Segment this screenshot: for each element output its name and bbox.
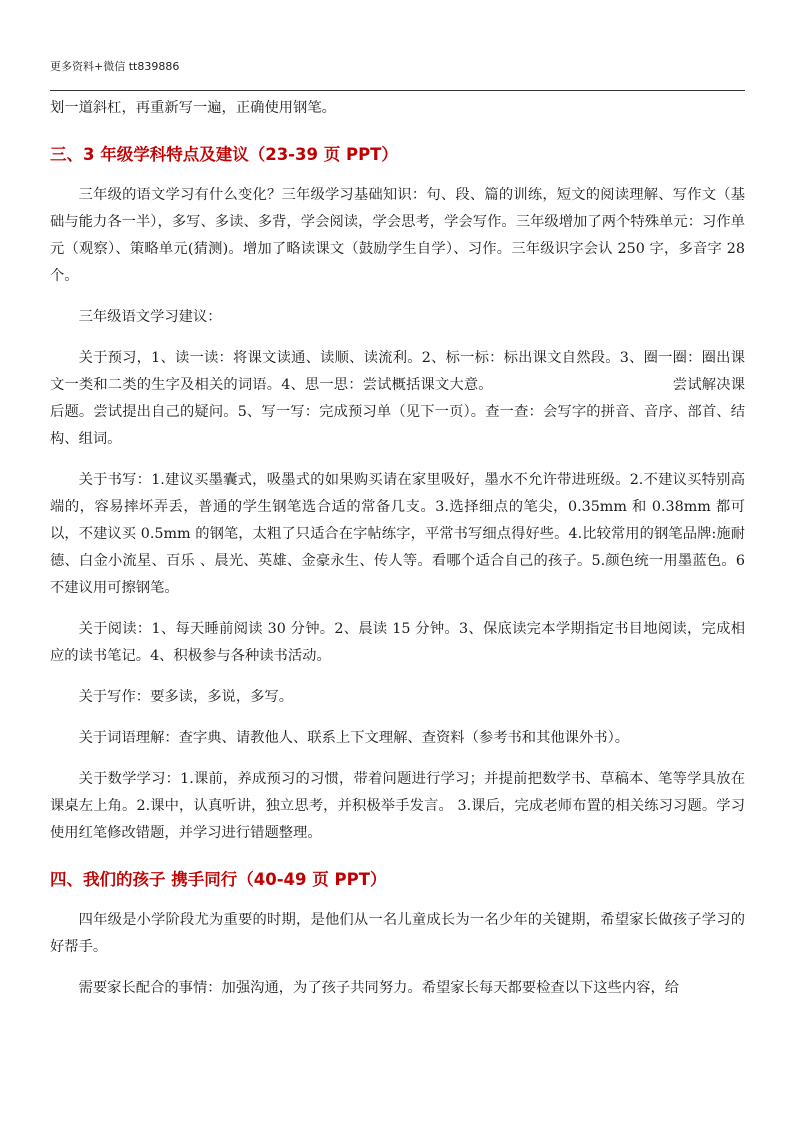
section-3-paragraph-2: 三年级语文学习建议： bbox=[78, 309, 222, 325]
continuation-paragraph: 划一道斜杠，再重新写一遍，正确使用钢笔。 bbox=[50, 100, 336, 116]
section-4-paragraph-2: 需要家长配合的事情：加强沟通，为了孩子共同努力。希望家长每天都要检查以下这些内容，给 bbox=[78, 980, 680, 996]
section-3-paragraph-writing: 关于书写：1.建议买墨囊式，吸墨式的如果购买请在家里吸好，墨水不允许带进班级。2.不建议买特别高端的，容易摔坏弄丢，普通的学生钢笔选合适的常备几支。3.选择细点的笔尖，0.35mm 和 0.38mm 都可以，不建议买 0.5mm 的钢笔，太粗了只适合在字帖练字，平常书写细点得好些。4.比较常用的钢笔品牌:施耐德、白金小流星、百乐 、晨光、英雄、金豪永生、传人等。看哪个适合自己的孩子。5.颜色统一用墨蓝色。6 不建议用可擦钢笔。 bbox=[50, 472, 745, 596]
document-body bbox=[50, 92, 745, 1002]
section-3-paragraph-reading: 关于阅读：1、每天睡前阅读 30 分钟。2、晨读 15 分钟。3、保底读完本学期指定书目地阅读，完成相应的读书笔记。4、积极参与各种读书活动。 bbox=[50, 621, 745, 664]
section-3-paragraph-vocabulary: 关于词语理解：查字典、请教他人、联系上下文理解、查资料（参考书和其他课外书）。 bbox=[78, 730, 630, 746]
section-4-paragraph-1: 四年级是小学阶段尤为重要的时期，是他们从一名儿童成长为一名少年的关键期，希望家长做孩子学习的好帮手。 bbox=[50, 912, 745, 955]
section-3-paragraph-composition: 关于写作：要多读，多说，多写。 bbox=[78, 689, 294, 705]
preview-text-part-2: 尝试解决课后题。尝试提出自己的疑问。5、写一写：完成预习单（见下一页）。查一查：会写字的拼音、音序、部首、结构、组词。 bbox=[50, 377, 746, 447]
preview-text-part-1: 关于预习，1、读一读：将课文读通、读顺、读流利。2、标一标：标出课文自然段。3、圈一圈：圈出课文一类和二类的生字及相关的词语。4、思一思：尝试概括课文大意。 bbox=[50, 350, 745, 393]
section-3-paragraph-preview bbox=[50, 345, 745, 453]
header-note: 更多资料+微信 tt839886 bbox=[50, 60, 180, 73]
section-3-heading: 三、3 年级学科特点及建议（23-39 页 PPT） bbox=[50, 145, 398, 164]
section-3-paragraph-1: 三年级的语文学习有什么变化？三年级学习基础知识：句、段、篇的训练，短文的阅读理解、写作文（基础与能力各一半），多写、多读、多背，学会阅读，学会思考，学会写作。三年级增加了两个特殊单元：习作单元（观察）、策略单元(猜测)。增加了略读课文（鼓励学生自学）、习作。三年级识字会认 250 字，多音字 28 个。 bbox=[50, 187, 745, 284]
header-divider bbox=[50, 90, 745, 91]
section-4-heading: 四、我们的孩子 携手同行（40-49 页 PPT） bbox=[50, 870, 387, 889]
section-3-paragraph-math: 关于数学学习：1.课前，养成预习的习惯，带着问题进行学习；并提前把数学书、草稿本、笔等学具放在课桌左上角。2.课中，认真听讲，独立思考，并积极举手发言。 3.课后，完成老师布置的相关练习习题。学习使用红笔修改错题，并学习进行错题整理。 bbox=[50, 771, 745, 841]
